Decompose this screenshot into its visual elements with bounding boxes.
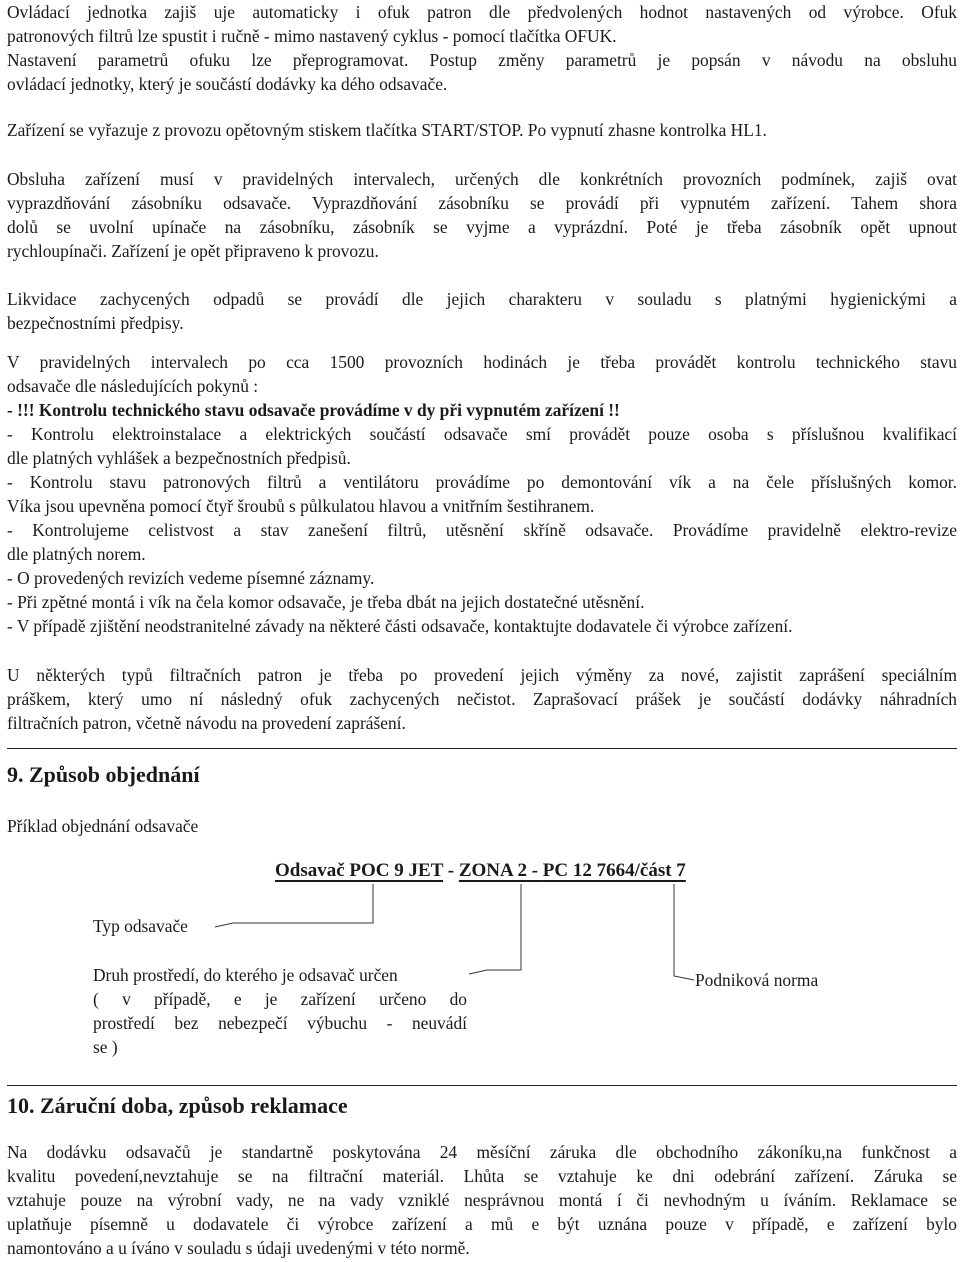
section-heading-10: 10. Záruční doba, způsob reklamace: [7, 1093, 348, 1118]
text-line: kvalitu povedení,nevztahuje se na filtrační materiál. Lhůta se vztahuje ke dni odebrání zařízení. Záruka se: [7, 1166, 957, 1186]
code-separator: -: [526, 860, 543, 881]
code-type: Odsavač POC 9 JET: [275, 860, 444, 881]
text-line: odsavače dle následujících pokynů :: [7, 376, 259, 396]
list-item: - Kontrolu elektroinstalace a elektrických součástí odsavače smí provádět pouze osoba s příslušnou kvalifikací: [7, 424, 957, 444]
text-line: práškem, který umo ní následný ofuk zachycených nečistot. Zaprašovací prášek je součástí dodávky náhradních: [7, 689, 957, 709]
list-item: - O provedených revizích vedeme písemné záznamy.: [7, 568, 375, 588]
text-line: vztahuje pouze na výrobní vady, ne na vady vzniklé nesprávnou montá í či nevhodným u íváním. Reklamace se: [7, 1190, 957, 1210]
text-line: bezpečnostními předpisy.: [7, 313, 184, 333]
connector-norm: [674, 884, 694, 980]
connector-env: [469, 884, 521, 974]
text-line: Druh prostředí, do kterého je odsavač určen: [93, 965, 398, 985]
list-item: - Kontrolujeme celistvost a stav zanešení filtrů, utěsnění skříně odsavače. Provádíme pravidelně elektro-revize: [7, 520, 957, 540]
list-item: dle platných vyhlášek a bezpečnostních předpisů.: [7, 448, 351, 468]
section-heading-9: 9. Způsob objednání: [7, 762, 200, 787]
text-line: Příklad objednání odsavače: [7, 816, 199, 836]
connector-type: [215, 884, 373, 927]
paragraph-warranty: [7, 1140, 957, 1260]
text-line: Ovládací jednotka zajiš uje automaticky i ofuk patron dle předvolených hodnot nastavených od výrobce. Ofuk: [7, 2, 957, 22]
code-separator: -: [443, 860, 459, 881]
code-norm: PC 12 7664/část 7: [542, 860, 686, 881]
list-item: - Při zpětné montá i vík na čela komor odsavače, je třeba dbát na jejich dostatečné utěsnění.: [7, 592, 645, 612]
text-line: ( v případě, e je zařízení určeno do: [93, 989, 467, 1009]
text-line: namontováno a u íváno v souladu s údaji uvedenými v této normě.: [7, 1238, 470, 1258]
text-line: uplatňuje písemně u dodavatele či výrobce zařízení a mů e být uznána pouze v případě, e zařízení bylo: [7, 1214, 957, 1234]
text-line: filtračních patron, včetně návodu na provedení zaprášení.: [7, 713, 406, 733]
list-item: - Kontrolu stavu patronových filtrů a ventilátoru provádíme po demontování vík a na čele příslušných komor.: [7, 472, 957, 492]
text-line: Likvidace zachycených odpadů se provádí dle jejich charakteru v souladu s platnými hygienickými a: [7, 289, 957, 309]
text-line: patronových filtrů lze spustit i ručně - mimo nastavený cyklus - pomocí tlačítka OFUK.: [7, 26, 617, 46]
text-line: V pravidelných intervalech po cca 1500 provozních hodinách je třeba provádět kontrolu technického stavu: [7, 352, 957, 372]
text-line: Na dodávku odsavačů je standartně poskytována 24 měsíční záruka dle obchodního zákoníku,na funkčnost a: [7, 1142, 957, 1162]
text-line: Obsluha zařízení musí v pravidelných intervalech, určených dle konkrétních provozních podmínek, zajiš ovat: [7, 169, 957, 189]
order-code-connector-lines: [7, 0, 957, 1262]
code-zone: ZONA 2: [458, 860, 527, 881]
text-line: dolů se uvolní upínače na zásobníku, zásobník se vyjme a vyprázdní. Poté je třeba zásobník opět upnout: [7, 217, 957, 237]
text-line: rychloupínači. Zařízení je opět připraveno k provozu.: [7, 241, 379, 261]
text-line: Zařízení se vyřazuje z provozu opětovným stiskem tlačítka START/STOP. Po vypnutí zhasne kontrolka HL1.: [7, 120, 767, 140]
text-line: se ): [93, 1037, 118, 1057]
text-line: U některých typů filtračních patron je třeba po provedení jejich výměny za nové, zajistit zaprášení speciálním: [7, 665, 957, 685]
text-line: Nastavení parametrů ofuku lze přeprogramovat. Postup změny parametrů je popsán v návodu na obsluhu: [7, 50, 957, 70]
label-environment: [93, 963, 467, 1059]
section-divider: [7, 1085, 957, 1086]
list-item: Víka jsou upevněna pomocí čtyř šroubů s půlkulatou hlavou a vnitřním šestihranem.: [7, 496, 595, 516]
text-line: vyprazdňování zásobníku odsavače. Vyprazdňování zásobníku se provádí při vypnutém zařízení. Tahem shora: [7, 193, 957, 213]
text-line: prostředí bez nebezpečí výbuchu - neuvádí: [93, 1013, 467, 1033]
text-line: ovládací jednotky, který je součástí dodávky ka dého odsavače.: [7, 74, 448, 94]
label-norm: Podniková norma: [695, 970, 819, 990]
warning-line: - !!! Kontrolu technického stavu odsavače provádíme v dy při vypnutém zařízení !!: [7, 400, 620, 420]
label-type: Typ odsavače: [93, 916, 188, 936]
list-item: - V případě zjištění neodstranitelné závady na některé části odsavače, kontaktujte dodavatele či výrobce zařízení.: [7, 616, 793, 636]
list-item: dle platných norem.: [7, 544, 146, 564]
